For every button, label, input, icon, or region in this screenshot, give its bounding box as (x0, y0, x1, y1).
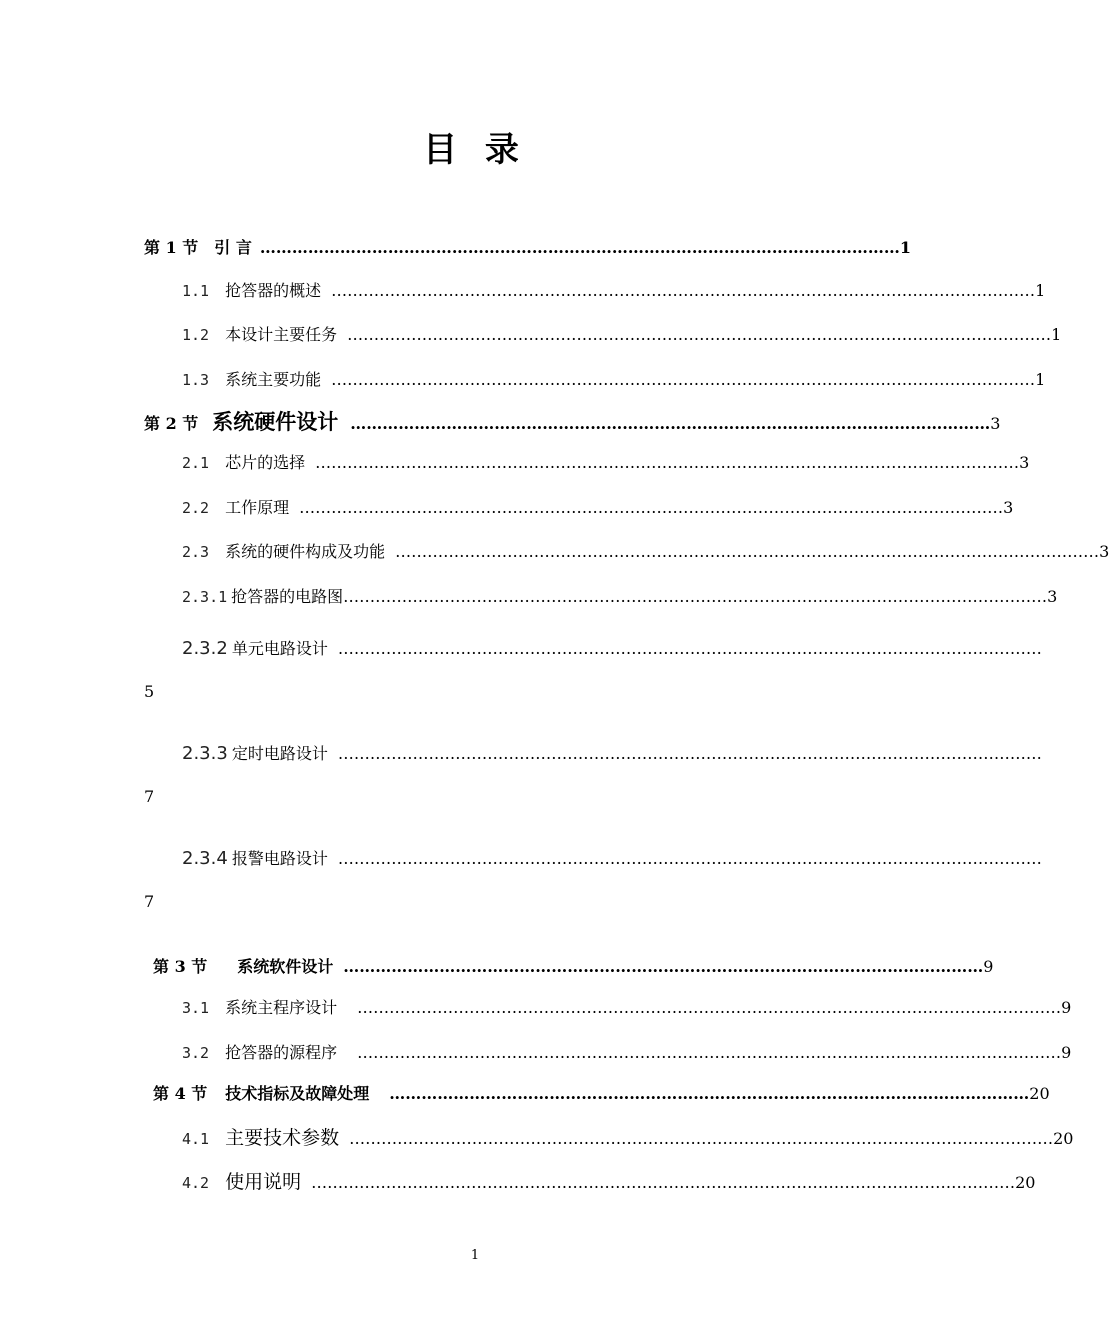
toc-entry-chapter-2[interactable] (144, 406, 1001, 436)
leader-dots: ………………………………………………………………………………………………………… (350, 414, 991, 433)
entry-number: 3.2 (182, 1044, 210, 1062)
entry-page: 20 (1029, 1084, 1050, 1103)
toc-entry-3-1[interactable] (182, 995, 1072, 1018)
entry-page: 1 (1051, 325, 1062, 344)
entry-title: 主要技术参数 (225, 1127, 340, 1149)
page-title: 目 录 (423, 130, 527, 170)
leader-dots: …………………………………………………………………………………………………………………… (357, 1043, 1062, 1062)
entry-title: 报警电路设计 (231, 849, 328, 868)
toc-entry-1-2[interactable] (182, 322, 1062, 345)
entry-number: 第 4 节 (153, 1084, 208, 1103)
entry-page: 1 (1035, 370, 1046, 389)
entry-number: 第 3 节 (153, 957, 208, 976)
entry-number: 第 1 节 (144, 238, 199, 257)
entry-title: 抢答器的源程序 (225, 1043, 338, 1062)
entry-title: 技术指标及故障处理 (225, 1084, 370, 1103)
toc-entry-2-2[interactable] (182, 495, 1014, 518)
entry-number: 2.3 (182, 543, 210, 561)
entry-number: 2.3.4 (182, 848, 228, 869)
entry-number: 2.3.1 (182, 588, 228, 606)
entry-number: 3.1 (182, 999, 210, 1017)
entry-title: 使用说明 (225, 1171, 302, 1193)
toc-entry-2-3-2[interactable] (182, 636, 1042, 659)
leader-dots: …………………………………………………………………………………………………………………… (299, 498, 1004, 517)
leader-dots: …………………………………………………………………………………………………………………… (315, 453, 1020, 472)
toc-entry-1-3[interactable] (182, 367, 1046, 390)
entry-page: 3 (1047, 587, 1058, 606)
entry-page: 1 (899, 238, 911, 257)
entry-number: 2.3.3 (182, 743, 228, 764)
toc-entry-chapter-4[interactable] (153, 1081, 1050, 1104)
entry-number: 4.2 (182, 1174, 210, 1192)
entry-title: 抢答器的概述 (225, 281, 322, 300)
entry-title: 芯片的选择 (225, 453, 306, 472)
entry-page-2-3-2: 5 (144, 682, 155, 701)
leader-dots: …………………………………………………………………………………………………………………… (395, 542, 1100, 561)
entry-number: 1.2 (182, 326, 210, 344)
entry-page: 3 (1003, 498, 1014, 517)
toc-entry-3-2[interactable] (182, 1040, 1072, 1063)
entry-page: 9 (983, 957, 994, 976)
entry-title: 系统主要功能 (225, 370, 322, 389)
leader-dots: …………………………………………………………………………………………………………………… (337, 744, 1042, 763)
entry-title: 系统的硬件构成及功能 (225, 542, 386, 561)
leader-dots: …………………………………………………………………………………………………………………… (343, 587, 1048, 606)
entry-page: 3 (990, 414, 1001, 433)
entry-title: 系统主程序设计 (225, 998, 338, 1017)
leader-dots: …………………………………………………………………………………………………………………… (349, 1129, 1054, 1148)
entry-title: 抢答器的电路图 (231, 587, 344, 606)
entry-title: 单元电路设计 (231, 639, 328, 658)
entry-title: 系统软件设计 (237, 957, 334, 976)
entry-page: 3 (1099, 542, 1109, 561)
leader-dots: ………………………………………………………………………………………………………… (259, 238, 900, 257)
toc-entry-4-2[interactable] (182, 1167, 1036, 1194)
entry-number: 2.2 (182, 499, 210, 517)
toc-entry-2-3-1[interactable] (182, 584, 1058, 607)
entry-number: 2.1 (182, 454, 210, 472)
entry-title: 定时电路设计 (231, 744, 328, 763)
entry-page: 9 (1061, 1043, 1072, 1062)
entry-number: 第 2 节 (144, 414, 199, 433)
entry-title: 本设计主要任务 (225, 325, 338, 344)
entry-title: 引 言 (214, 238, 252, 257)
entry-page: 20 (1015, 1173, 1036, 1192)
entry-page-2-3-4: 7 (144, 892, 155, 911)
toc-entry-4-1[interactable] (182, 1123, 1074, 1150)
entry-number: 1.1 (182, 282, 210, 300)
toc-entry-chapter-3[interactable] (153, 954, 994, 977)
entry-page-2-3-3: 7 (144, 787, 155, 806)
toc-entry-2-1[interactable] (182, 450, 1030, 473)
toc-entry-2-3-4[interactable] (182, 846, 1042, 869)
entry-number: 2.3.2 (182, 638, 228, 659)
toc-entry-chapter-1[interactable] (144, 235, 911, 258)
leader-dots: …………………………………………………………………………………………………………………… (311, 1173, 1016, 1192)
page-number: 1 (470, 1248, 480, 1263)
entry-page: 9 (1061, 998, 1072, 1017)
toc-entry-1-1[interactable] (182, 278, 1046, 301)
entry-title: 系统硬件设计 (212, 410, 339, 434)
leader-dots: ………………………………………………………………………………………………………… (389, 1084, 1030, 1103)
entry-page: 3 (1019, 453, 1030, 472)
entry-title: 工作原理 (225, 498, 290, 517)
leader-dots: …………………………………………………………………………………………………………………… (331, 370, 1036, 389)
toc-entry-2-3[interactable] (182, 539, 1109, 562)
toc-entry-2-3-3[interactable] (182, 741, 1042, 764)
leader-dots: …………………………………………………………………………………………………………………… (337, 639, 1042, 658)
leader-dots: …………………………………………………………………………………………………………………… (331, 281, 1036, 300)
leader-dots: …………………………………………………………………………………………………………………… (347, 325, 1052, 344)
leader-dots: …………………………………………………………………………………………………………………… (357, 998, 1062, 1017)
leader-dots: ………………………………………………………………………………………………………… (343, 957, 984, 976)
entry-page: 1 (1035, 281, 1046, 300)
leader-dots: …………………………………………………………………………………………………………………… (337, 849, 1042, 868)
entry-number: 1.3 (182, 371, 210, 389)
entry-number: 4.1 (182, 1130, 210, 1148)
entry-page: 20 (1053, 1129, 1074, 1148)
